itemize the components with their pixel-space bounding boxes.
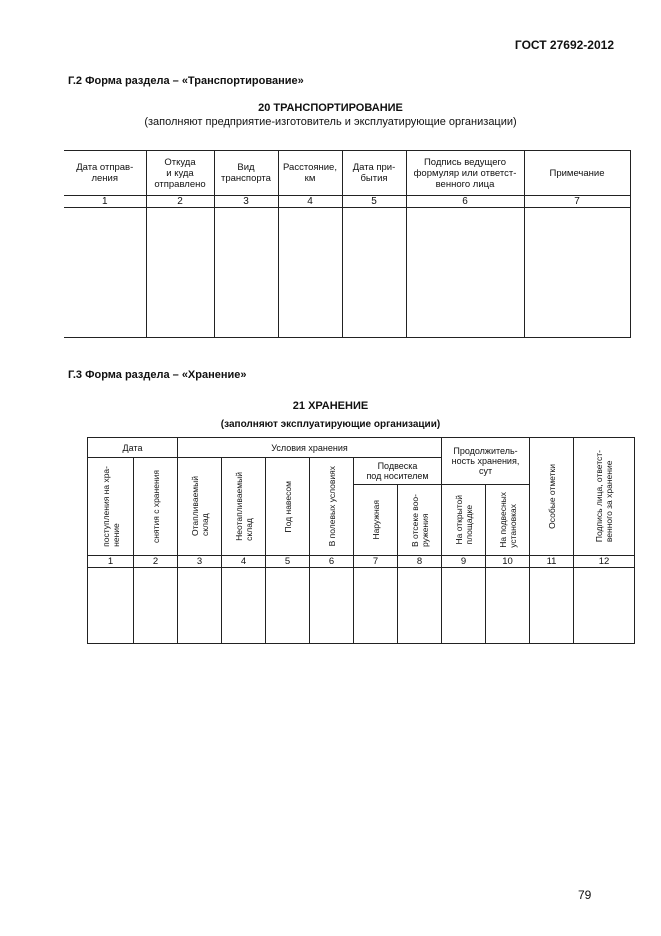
col-header-bay: В отсеке воо- ружения [398, 485, 442, 556]
empty-cell [442, 568, 486, 644]
col-header-transport-type: Вид транспорта [214, 151, 278, 196]
col-header-notes: Особые отметки [530, 438, 574, 556]
empty-cell [278, 208, 342, 338]
empty-cell [530, 568, 574, 644]
empty-cell [398, 568, 442, 644]
form-title-storage: 21 ХРАНЕНИЕ [292, 400, 369, 412]
col-header-shed: Под навесом [266, 458, 310, 556]
empty-cell [266, 568, 310, 644]
empty-cell [486, 568, 530, 644]
col-header-signature: Подпись лица, ответст- венного за хранение [574, 438, 635, 556]
col-number: 2 [134, 556, 178, 568]
col-header-mounts: На подвесных установках [486, 485, 530, 556]
form-subtitle-transport: (заполняют предприятие-изготовитель и эксплуатирующие организации) [144, 116, 517, 128]
col-header-heated: Отапливаемый склад [178, 458, 222, 556]
section-heading-storage: Г.3 Форма раздела – «Хранение» [68, 369, 247, 381]
storage-table [87, 437, 635, 644]
empty-cell [178, 568, 222, 644]
col-header-note: Примечание [524, 151, 630, 196]
group-header-date: Дата [88, 438, 178, 458]
empty-cell [524, 208, 630, 338]
col-header-distance: Расстояние, км [278, 151, 342, 196]
col-number: 3 [178, 556, 222, 568]
col-number: 9 [442, 556, 486, 568]
col-number: 7 [524, 196, 630, 208]
col-number: 5 [342, 196, 406, 208]
empty-cell [406, 208, 524, 338]
col-number: 3 [214, 196, 278, 208]
empty-cell [64, 208, 146, 338]
col-header-departure-date: Дата отправ- ления [64, 151, 146, 196]
col-number: 6 [406, 196, 524, 208]
col-header-removal-date: снятия с хранения [134, 458, 178, 556]
section-heading-transport: Г.2 Форма раздела – «Транспортирование» [68, 75, 304, 87]
empty-cell [354, 568, 398, 644]
col-header-unheated: Неотапливаемый склад [222, 458, 266, 556]
col-number: 11 [530, 556, 574, 568]
form-title-transport: 20 ТРАНСПОРТИРОВАНИЕ [258, 102, 403, 114]
empty-cell [574, 568, 635, 644]
col-number: 6 [310, 556, 354, 568]
col-number: 4 [278, 196, 342, 208]
col-number: 10 [486, 556, 530, 568]
col-number: 8 [398, 556, 442, 568]
col-number: 2 [146, 196, 214, 208]
standard-number: ГОСТ 27692-2012 [514, 38, 614, 52]
group-header-duration: Продолжитель- ность хранения, сут [442, 438, 530, 485]
transport-table [64, 150, 631, 338]
col-number: 12 [574, 556, 635, 568]
empty-cell [146, 208, 214, 338]
empty-cell [134, 568, 178, 644]
group-header-carrier: Подвеска под носителем [354, 458, 442, 485]
empty-cell [214, 208, 278, 338]
empty-cell [88, 568, 134, 644]
col-number: 1 [88, 556, 134, 568]
col-header-arrival-date: Дата при- бытия [342, 151, 406, 196]
page-number: 79 [578, 888, 592, 902]
col-number: 1 [64, 196, 146, 208]
col-header-field: В полевых условиях [310, 458, 354, 556]
col-number: 4 [222, 556, 266, 568]
group-header-conditions: Условия хранения [178, 438, 442, 458]
col-header-route: Откуда и куда отправлено [146, 151, 214, 196]
col-number: 7 [354, 556, 398, 568]
empty-cell [222, 568, 266, 644]
form-subtitle-storage: (заполняют эксплуатирующие организации) [220, 419, 441, 430]
col-number: 5 [266, 556, 310, 568]
col-header-signature: Подпись ведущего формуляр или ответст- венного лица [406, 151, 524, 196]
empty-cell [310, 568, 354, 644]
col-header-open-area: На открытой площадке [442, 485, 486, 556]
empty-cell [342, 208, 406, 338]
col-header-outside: Наружная [354, 485, 398, 556]
col-header-receipt-date: поступления на хра- нение [88, 458, 134, 556]
